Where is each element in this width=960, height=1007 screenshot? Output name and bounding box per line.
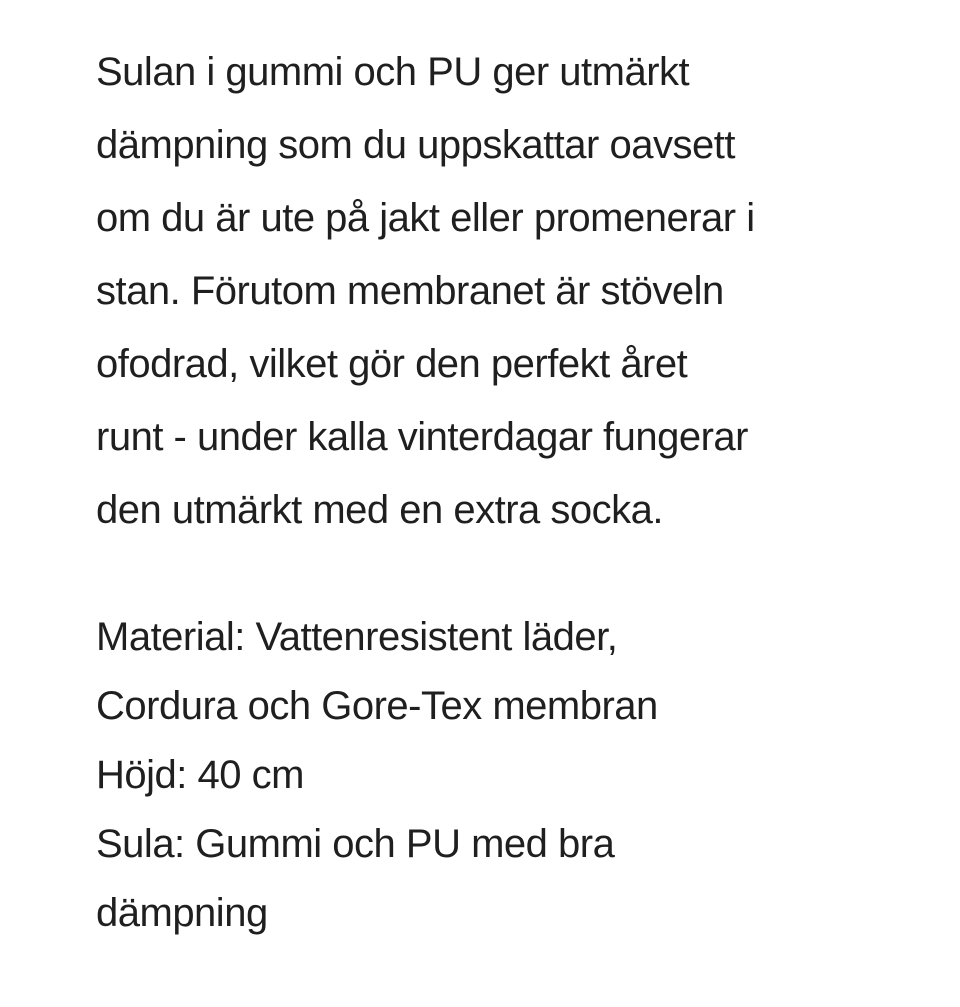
product-description-paragraph bbox=[96, 36, 896, 547]
description-line: den utmärkt med en extra socka. bbox=[96, 488, 663, 532]
spec-height-line: Höjd: 40 cm bbox=[96, 753, 304, 797]
description-line: stan. Förutom membranet är stöveln bbox=[96, 269, 724, 313]
product-specs bbox=[96, 603, 896, 948]
spec-sole-line: Sula: Gummi och PU med bra bbox=[96, 822, 615, 866]
product-description-content bbox=[96, 36, 896, 948]
description-line: ofodrad, vilket gör den perfekt året bbox=[96, 342, 688, 386]
description-line: om du är ute på jakt eller promenerar i bbox=[96, 196, 755, 240]
description-line: runt - under kalla vinterdagar fungerar bbox=[96, 415, 748, 459]
spec-sole-line: dämpning bbox=[96, 891, 268, 935]
description-line: dämpning som du uppskattar oavsett bbox=[96, 123, 735, 167]
spec-material-line: Cordura och Gore-Tex membran bbox=[96, 684, 658, 728]
spec-material-line: Material: Vattenresistent läder, bbox=[96, 615, 618, 659]
description-line: Sulan i gummi och PU ger utmärkt bbox=[96, 50, 690, 94]
